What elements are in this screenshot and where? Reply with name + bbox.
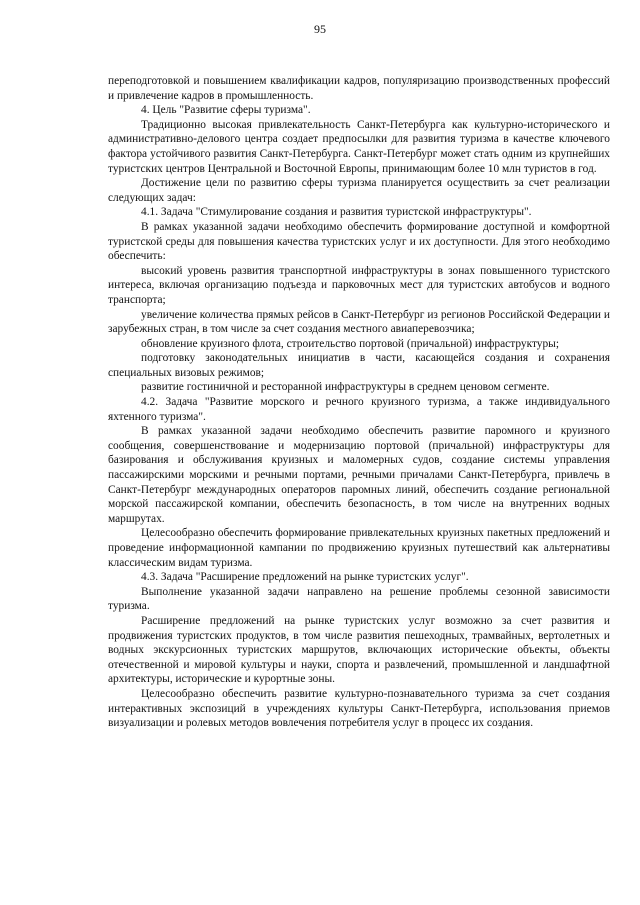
section-heading-goal-4: 4. Цель "Развитие сферы туризма". — [141, 104, 311, 117]
paragraph: В рамках указанной задачи необходимо обеспечить формирование доступной и комфортной туристской среды для повышения качества туристских услуг и их доступности. Для этого необходимо обеспечить: — [108, 220, 610, 263]
paragraph: Выполнение указанной задачи направлено на решение проблемы сезонной зависимости туризма. — [108, 585, 610, 613]
paragraph: В рамках указанной задачи необходимо обеспечить развитие паромного и круизного сообщения, совершенствование и модернизацию портовой (причальной) инфраструктуры для базирования и обслуживания круизных и маломерных судов, создание системы управления пассажирскими морскими и речными портами, речными причалами Санкт-Петербурга, привлечь в Санкт-Петербург международных операторов паромных линий, обеспечить создание региональной морской пассажирской компании, обеспечить безопасность, в том числе на внутренних водных маршрутах. — [108, 425, 610, 525]
paragraph: переподготовкой и повышением квалификации кадров, популяризацию производственных профессий и привлечение кадров в промышленность. — [108, 75, 610, 102]
list-item: обновление круизного флота, строительство портовой (причальной) инфраструктуры; — [141, 337, 560, 350]
paragraph: Целесообразно обеспечить развитие культурно-познавательного туризма за счет создания интерактивных экспозиций в учреждениях культуры Санкт-Петербурга, использования приемов визуализации и ролевых методов вовлечения потребителя услуг в процесс их создания. — [108, 687, 610, 730]
list-item: высокий уровень развития транспортной инфраструктуры в зонах повышенного туристского интереса, включая организацию подъезда и парковочных мест для туристских автобусов и водного транспорта; — [108, 264, 610, 306]
document-body — [108, 74, 610, 731]
paragraph: Целесообразно обеспечить формирование привлекательных круизных пакетных предложений и проведение информационной кампании по продвижению круизных путешествий как альтернативы классическим видам туризма. — [108, 527, 610, 569]
task-heading-4-2: 4.2. Задача "Развитие морского и речного круизного туризма, а также индивидуального яхтенного туризма". — [108, 396, 610, 423]
paragraph: Достижение цели по развитию сферы туризма планируется осуществить за счет реализации следующих задач: — [108, 177, 610, 204]
task-heading-4-3: 4.3. Задача "Расширение предложений на рынке туристских услуг". — [141, 571, 469, 584]
paragraph: Расширение предложений на рынке туристских услуг возможно за счет развития и продвижения туристских продуктов, в том числе развития пешеходных, трамвайных, вертолетных и водных экскурсионных туристских маршрутов, включающих исторические объекты, объекты отечественной и мировой культуры и науки, спорта и развлечений, промышленной и ландшафтной архитектуры, исторические и курортные зоны. — [108, 614, 610, 686]
list-item: развитие гостиничной и ресторанной инфраструктуры в среднем ценовом сегменте. — [141, 381, 550, 394]
task-heading-4-1: 4.1. Задача "Стимулирование создания и развития туристской инфраструктуры". — [141, 206, 532, 219]
list-item: подготовку законодательных инициатив в части, касающейся создания и сохранения специальных визовых режимов; — [108, 352, 610, 379]
list-item: увеличение количества прямых рейсов в Санкт-Петербург из регионов Российской Федерации и зарубежных стран, в том числе за счет создания местного авиаперевозчика; — [108, 308, 610, 336]
paragraph: Традиционно высокая привлекательность Санкт-Петербурга как культурно-исторического и административно-делового центра создает предпосылки для развития туризма в качестве ключевого фактора устойчивого развития Санкт-Петербурга. Санкт-Петербург может стать одним из крупнейших туристских центров Центральной и Восточной Европы, принимающим более 10 млн туристов в год. — [108, 118, 610, 175]
page-number: 95 — [314, 22, 326, 36]
